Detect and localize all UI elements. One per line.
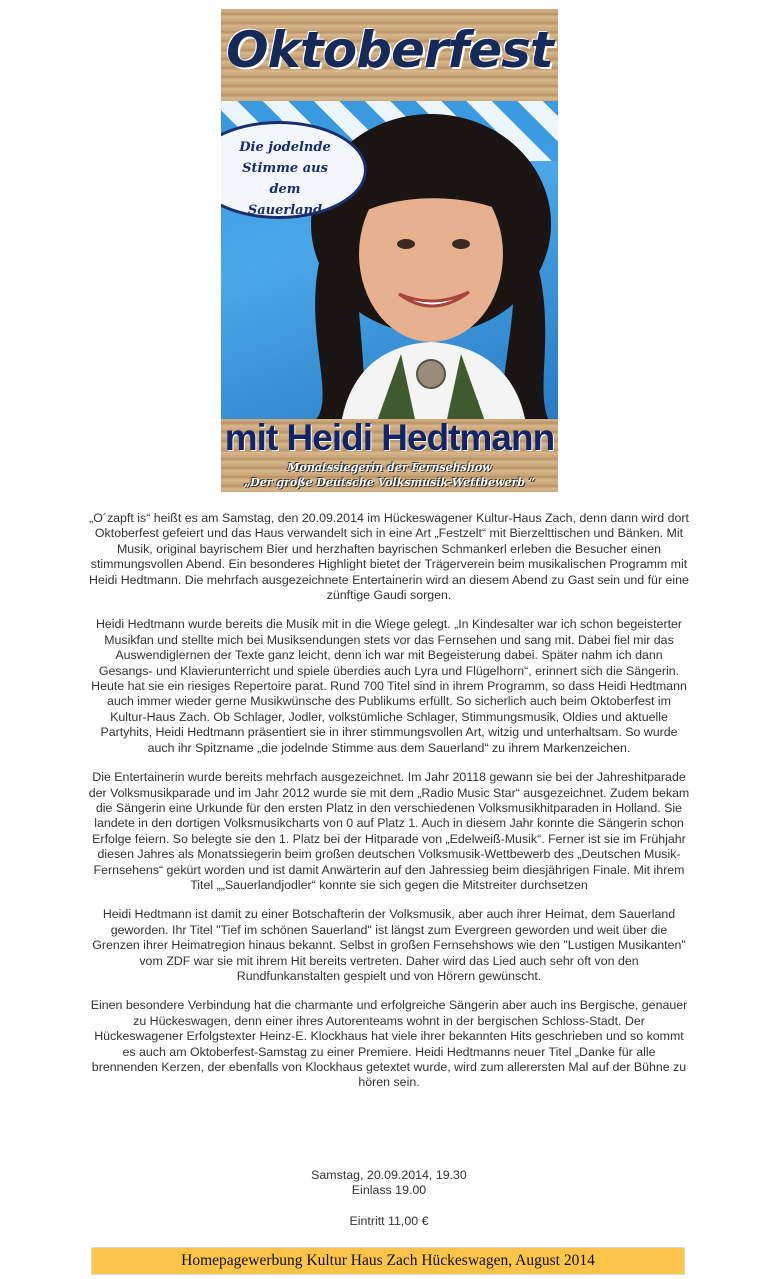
event-poster: [221, 9, 558, 492]
poster-subtitle-contest: „Der große Deutsche Volksmusik-Wettbewerb “: [243, 476, 536, 489]
article-paragraph: Die Entertainerin wurde bereits mehrfach ausgezeichnet. Im Jahr 20118 gewann sie bei der Jahreshitparade der Volksmusikparade und im Jahr 2012 wurde sie mit dem „Radio Music Star“ ausgezeichnet. Zudem bekam die Sängerin eine Urkunde für den ersten Platz in den verschiedenen Volksmusikhitparaden in Holland. Sie landete in den dortigen Volksmusikcharts von 0 auf Platz 1. Auch in diesem Jahr konnte die Sängerin schon Erfolge feiern. So belegte sie den 1. Platz bei der Hitparade von „Edelweiß-Musik“. Ferner ist sie im Frühjahr diesen Jahres als Monatssiegerin beim großen deutschen Volksmusik-Wettbewerb des „Deutschen Musik-Fernsehens“ gekürt worden und ist damit Anwärterin auf den Jahressieg beim diesjährigen Finale. Mit ihrem Titel „„Sauerlandjodler“ konnte sie sich gegen die Mitstreiter durchsetzen: [88, 770, 690, 892]
artist-name: mit Heidi Hedtmann: [224, 417, 555, 458]
doors-open: Einlass 19.00: [351, 1183, 427, 1198]
admission-price: Eintritt 11,00 €: [349, 1213, 429, 1228]
slogan-text: [227, 137, 343, 221]
event-details: [88, 1168, 690, 1229]
article-paragraph: Heidi Hedtmann ist damit zu einer Botschafterin der Volksmusik, aber auch ihrer Heimat, dem Sauerland geworden. Ihr Titel "Tief im schönen Sauerland" ist längst zum Evergreen geworden und weit über die Grenzen ihrer Heimatregion hinaus bekannt. Selbst in großen Fernsehshows wie den "Lustigen Musikanten" vom ZDF war sie mit ihrem Hit bereits vertreten. Daher wird das Lied auch sehr oft von den Rundfunkanstalten gespielt und von Hörern gewünscht.: [92, 907, 686, 983]
slogan-line: Die jodelnde: [239, 140, 331, 155]
slogan-line: Stimme aus dem: [242, 161, 328, 197]
poster-title: Oktoberfest: [226, 21, 553, 79]
poster-subtitle: Monatssiegerin der Fernsehshow: [287, 461, 492, 474]
article-paragraph: Einen besondere Verbindung hat die charmante und erfolgreiche Sängerin aber auch ins Bergische, genauer zu Hückeswagen, denn einer ihres Autorenteams wohnt in der bergischen Schloss-Stadt. Der Hückeswagener Erfolgstexter Heinz-E. Klockhaus hat viele ihrer bekannten Hits geschrieben und so kommt es auch am Oktoberfest-Samstag zu einer Premiere. Heidi Hedtmanns neuer Titel „Danke für alle brennenden Kerzen, der ebenfalls von Klockhaus getextet wurde, wird zum allerersten Mal auf der Bühne zu hören sein.: [90, 998, 688, 1090]
footer-banner: Homepagewerbung Kultur Haus Zach Hückeswagen, August 2014: [91, 1247, 685, 1275]
event-date: Samstag, 20.09.2014, 19.30: [311, 1168, 467, 1182]
article-paragraph: Heidi Hedtmann wurde bereits die Musik mit in die Wiege gelegt. „In Kindesalter war ich schon begeisterter Musikfan und stellte mich bei Musiksendungen stets vor das Fernsehen und sang mit. Dabei fiel mir das Auswendiglernen der Texte ganz leicht, denn ich war mit Begeisterung dabei. Später nahm ich dann Gesangs- und Klavierunterricht und spiele überdies auch Lyra und Flügelhorn“, erinnert sich die Sängerin. Heute hat sie ein riesiges Repertoire parat. Rund 700 Titel sind in ihrem Programm, so dass Heidi Hedtmann auch immer wieder gerne Musikwünsche des Publikums erfüllt. So sicherlich auch beim Oktoberfest im Kultur-Haus Zach. Ob Schlager, Jodler, volkstümliche Schlager, Stimmungsmusik, Oldies und aktuelle Partyhits, Heidi Hedtmann präsentiert sie in ihrer stimmungsvollen Art, witzig und unterhaltsam. So wurde auch ihr Spitzname „die jodelnde Stimme aus dem Sauerland“ zu ihrem Markenzeichen.: [91, 617, 687, 755]
article-body: [88, 511, 690, 1105]
slogan-line: Sauerland: [247, 203, 323, 218]
article-paragraph: „O´zapft is“ heißt es am Samstag, den 20.09.2014 im Hückeswagener Kultur-Haus Zach, denn dann wird dort Oktoberfest gefeiert und das Haus verwandelt sich in eine Art „Festzelt“ mit Bierzelttischen und Bänken. Mit Musik, original bayrischem Bier und herzhaften bayrischen Schmankerl erleben die Besucher einen stimmungsvollen Abend. Ein besonderes Highlight bietet der Trägerverein beim musikalischen Programm mit Heidi Hedtmann. Die mehrfach ausgezeichnete Entertainerin wird an diesem Abend zu Gast sein und für eine zünftige Gaudi sorgen.: [89, 511, 689, 603]
